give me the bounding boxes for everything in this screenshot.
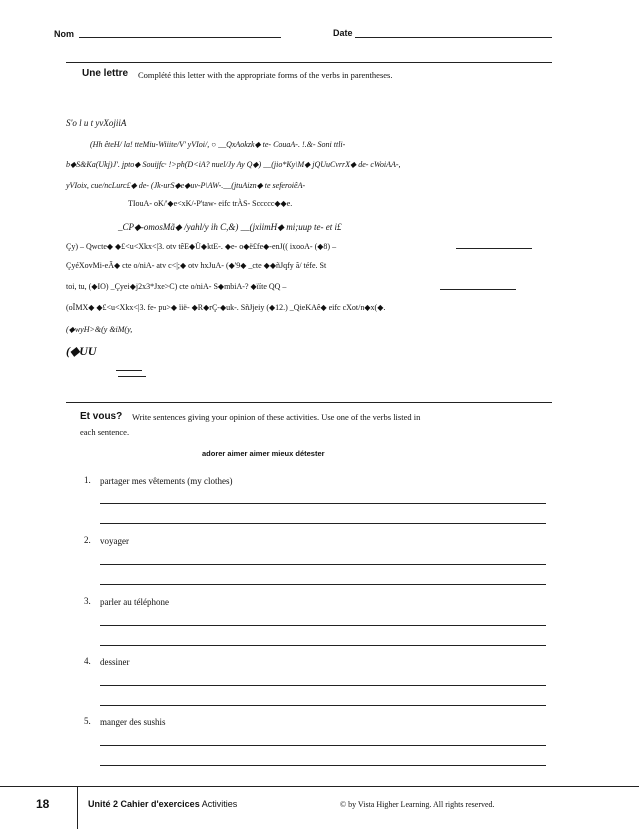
section2-instruction-2: each sentence. [80,427,130,437]
letter-blank-2[interactable] [440,289,516,290]
letter-line-12: (◆UU [66,344,97,358]
name-line[interactable] [79,37,281,38]
item-number: 5. [84,716,91,726]
letter-line-6: _CP◆-omosMã◆ /yahl/y ih C,&) __(jxiimH◆ mi;uup te- et i£ [118,222,342,232]
date-label: Date [333,28,353,38]
letter-line-8: ÇyéXovMi-eÃ◆ cte o/niA- atv c<|;◆ otv hxJuA- (◆'9◆ _cte ◆◆ñJqfy ã/ téfe. St [66,261,327,270]
answer-line[interactable] [100,645,546,646]
footer-top-rule [0,786,639,787]
answer-line[interactable] [100,503,546,504]
section2-instruction-1: Write sentences giving your opinion of these activities. Use one of the verbs listed in [132,412,421,422]
letter-line-1: S'o l u t yvXojiiA [66,118,127,128]
date-line[interactable] [355,37,552,38]
book-title-sub: Activities [201,799,238,809]
letter-line-2: (Hh êteH/ la! tteMiu-Wiiite/V' yVIoi/, ○ __QxAokzk◆ te- CouaA-. !.&- Soni ttli- [90,140,346,149]
section1-top-rule [66,62,552,63]
answer-line[interactable] [100,584,546,585]
copyright: © by Vista Higher Learning. All rights reserved. [340,800,495,809]
section2-top-rule [66,402,552,403]
answer-line[interactable] [100,705,546,706]
letter-line-9: toi, tu, (◆IO) _Çyei◆j2x3*Jxe>C) cte o/niA- S◆mbiA-? ◆ïíte QQ – [66,282,287,291]
letter-line-4: yVIoix, cue/ncLurc£◆ de- (Jk-urS◆e◆uv-P\AW-.__(jtuAizn◆ te seferoiêA- [66,181,306,190]
letter-blank-4[interactable] [118,376,146,377]
letter-line-7: Çy) – Qwcte◆ ◆£<u<Xkx<|3. otv têE◆Ü◆ktE-. ◆e- o◆ë£fe◆-enJ(( ixooA- (◆8) – [66,242,337,251]
footer-divider [77,786,78,829]
section2-title: Et vous? [80,411,123,422]
item-number: 3. [84,596,91,606]
item-prompt: parler au téléphone [100,597,169,607]
answer-line[interactable] [100,625,546,626]
book-title [88,799,237,809]
item-prompt: manger des sushis [100,717,166,727]
answer-line[interactable] [100,685,546,686]
book-title-main: Unité 2 Cahier d'exercices [88,799,200,809]
letter-line-10: (oÏMX◆ ◆£<u<Xkx<|3. fe- pu>◆ ïië- ◆R◆rÇ-◆uk-. SñJjeiy (◆12.) _QieKAê◆ eifc cXot/n◆x(◆. [66,303,386,312]
answer-line[interactable] [100,745,546,746]
item-number: 4. [84,656,91,666]
verb-bank: adorer aimer aimer mieux détester [202,449,325,458]
section1-instruction: Complété this letter with the appropriate forms of the verbs in parentheses. [138,70,393,80]
section1-title: Une lettre [82,68,129,79]
item-number: 1. [84,475,91,485]
item-number: 2. [84,535,91,545]
letter-line-3: b◆S&Ka(Ukj)J'. jpto◆ Souijfc· !>ph(D<iA? nuel/Jy Ay Q◆) __(jio*Ky\M◆ jQUuCvrrX◆ de- cWoiAA-, [66,160,401,169]
page-number: 18 [36,797,50,811]
answer-line[interactable] [100,765,546,766]
item-prompt: voyager [100,536,129,546]
letter-blank-3[interactable] [116,370,142,371]
name-label: Nom [54,29,74,39]
item-prompt: partager mes vêtements (my clothes) [100,476,233,486]
item-prompt: dessiner [100,657,130,667]
letter-line-11: (◆wyH>&(y &iM(y, [66,325,133,334]
answer-line[interactable] [100,523,546,524]
letter-blank-1[interactable] [456,248,532,249]
letter-line-5: TIouA- oK/'◆e<xK/-P'taw- eifc trÀS- Sccccc◆◆e. [128,199,293,208]
answer-line[interactable] [100,564,546,565]
